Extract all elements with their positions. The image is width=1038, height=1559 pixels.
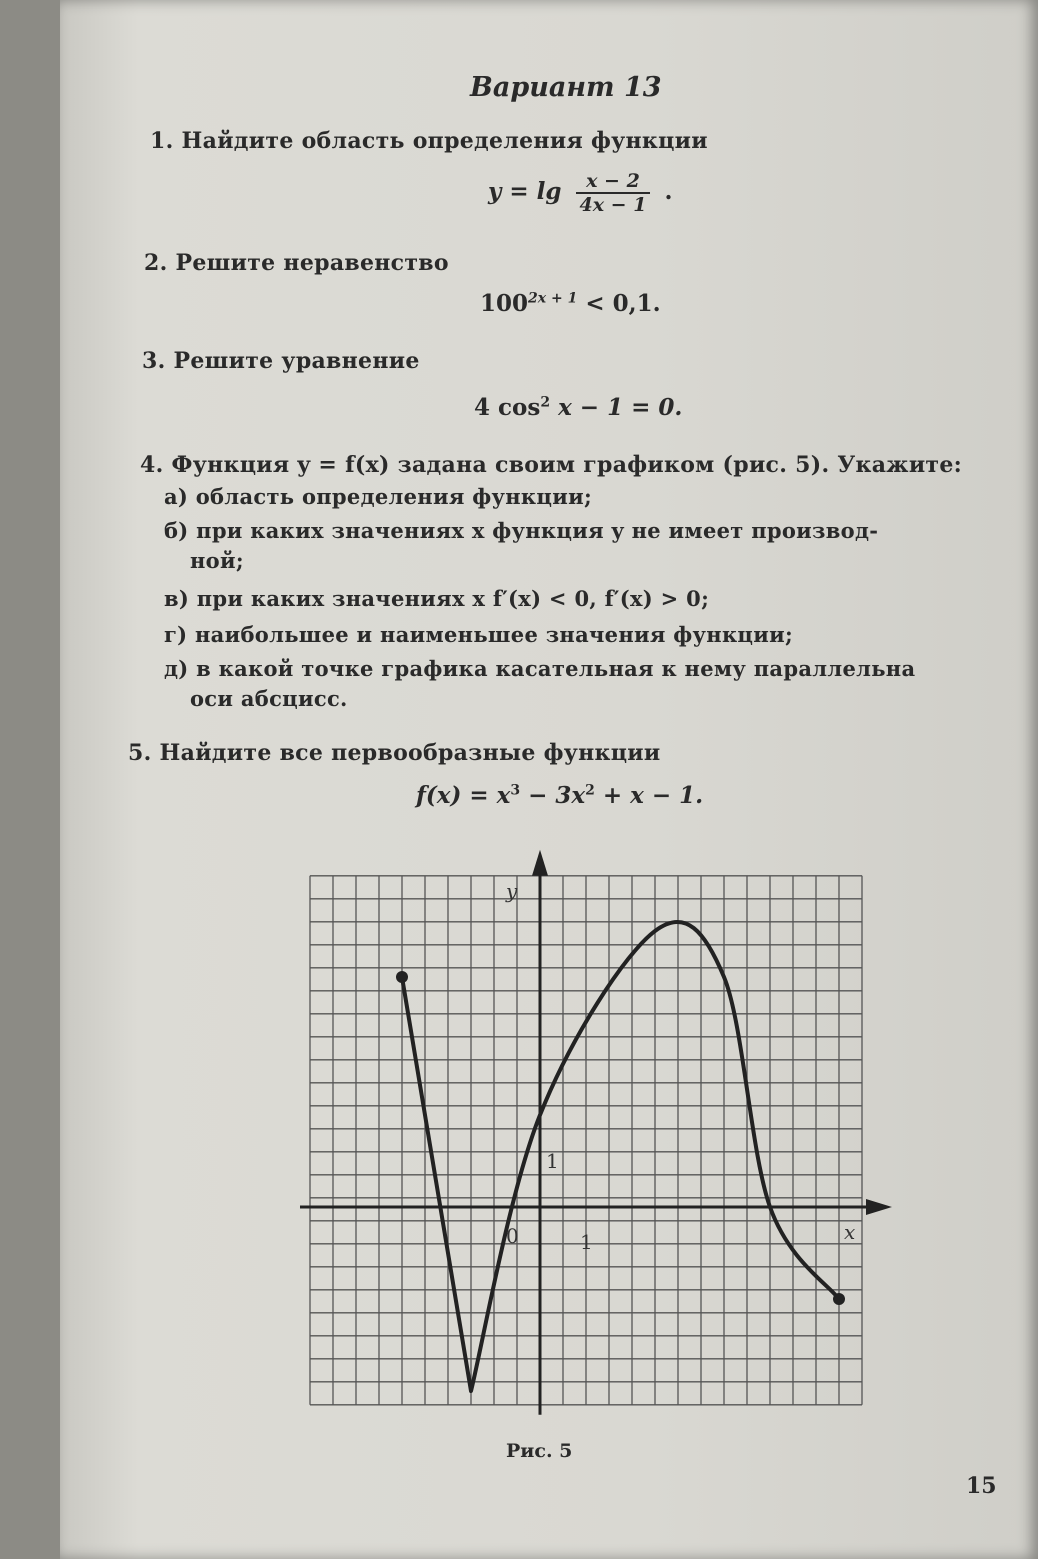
task-4-item-b-cont: ной; — [190, 548, 244, 573]
task-1-lhs: y = lg — [488, 178, 562, 205]
task-4-item-a: а) область определения функции; — [164, 484, 592, 509]
task-4-number: 4. — [140, 452, 164, 478]
task-4-text: Функция y = f(x) задана своим графиком (рис. 5). Укажите: — [171, 452, 963, 478]
task-3-rhs: x − 1 = 0. — [558, 394, 683, 421]
task-3-number: 3. — [142, 348, 166, 374]
task-1-fraction — [576, 170, 651, 216]
task-2-base: 100 — [480, 290, 529, 317]
task-5-exp1: 3 — [510, 782, 521, 799]
task-4-item-d: д) в какой точке графика касательная к нему параллельна — [164, 656, 916, 681]
task-4-item-b: б) при каких значениях x функция y не имеет производ- — [164, 518, 879, 543]
task-3-formula — [474, 394, 682, 421]
origin-label: 0 — [506, 1224, 519, 1248]
task-3 — [142, 348, 420, 374]
task-3-lhs: 4 cos — [474, 394, 541, 421]
figure-caption: Рис. 5 — [506, 1440, 573, 1462]
task-4-item-g: г) наибольшее и наименьшее значения функции; — [164, 622, 794, 647]
task-3-exponent: 2 — [540, 394, 551, 411]
task-1-numerator: x − 2 — [576, 170, 651, 194]
task-2-number: 2. — [144, 250, 168, 276]
task-1-tail: . — [664, 178, 673, 205]
page-number: 15 — [966, 1473, 997, 1499]
task-2-text: Решите неравенство — [175, 250, 449, 276]
grid — [310, 876, 862, 1405]
curve-end-point — [833, 1293, 845, 1305]
function-curve — [402, 922, 839, 1391]
textbook-page — [60, 0, 1038, 1559]
task-4 — [140, 452, 962, 478]
task-5-text: Найдите все первообразные функции — [159, 740, 661, 766]
x-tick-label: 1 — [580, 1230, 593, 1254]
y-axis-label: y — [506, 878, 518, 903]
task-5-exp2: 2 — [585, 782, 595, 799]
task-1-formula — [488, 170, 672, 216]
task-5-mid: − 3x — [520, 782, 586, 809]
curve-start-point — [396, 971, 408, 983]
task-5-formula — [416, 782, 703, 809]
task-1 — [150, 128, 708, 154]
task-2 — [144, 250, 449, 276]
task-2-rhs: < 0,1. — [585, 290, 661, 317]
variant-title: Вариант 13 — [470, 72, 662, 103]
task-2-formula — [480, 290, 661, 317]
task-1-number: 1. — [150, 128, 174, 154]
task-3-text: Решите уравнение — [173, 348, 420, 374]
task-5-rhs: + x − 1. — [594, 782, 704, 809]
task-4-item-v: в) при каких значениях x f′(x) < 0, f′(x) > 0; — [164, 586, 710, 611]
task-1-denominator: 4x − 1 — [579, 194, 647, 216]
task-4-item-d-cont: оси абсцисс. — [190, 686, 348, 711]
function-graph — [270, 855, 856, 1415]
task-5 — [128, 740, 661, 766]
x-axis-arrow — [866, 1199, 892, 1215]
axes — [300, 850, 892, 1415]
y-axis-arrow — [532, 850, 548, 876]
task-5-number: 5. — [128, 740, 152, 766]
y-tick-label: 1 — [546, 1149, 559, 1173]
task-2-exponent: 2x + 1 — [528, 290, 578, 307]
task-1-text: Найдите область определения функции — [181, 128, 708, 154]
x-axis-label: x — [844, 1220, 856, 1244]
task-5-lhs: f(x) = x — [416, 782, 511, 809]
